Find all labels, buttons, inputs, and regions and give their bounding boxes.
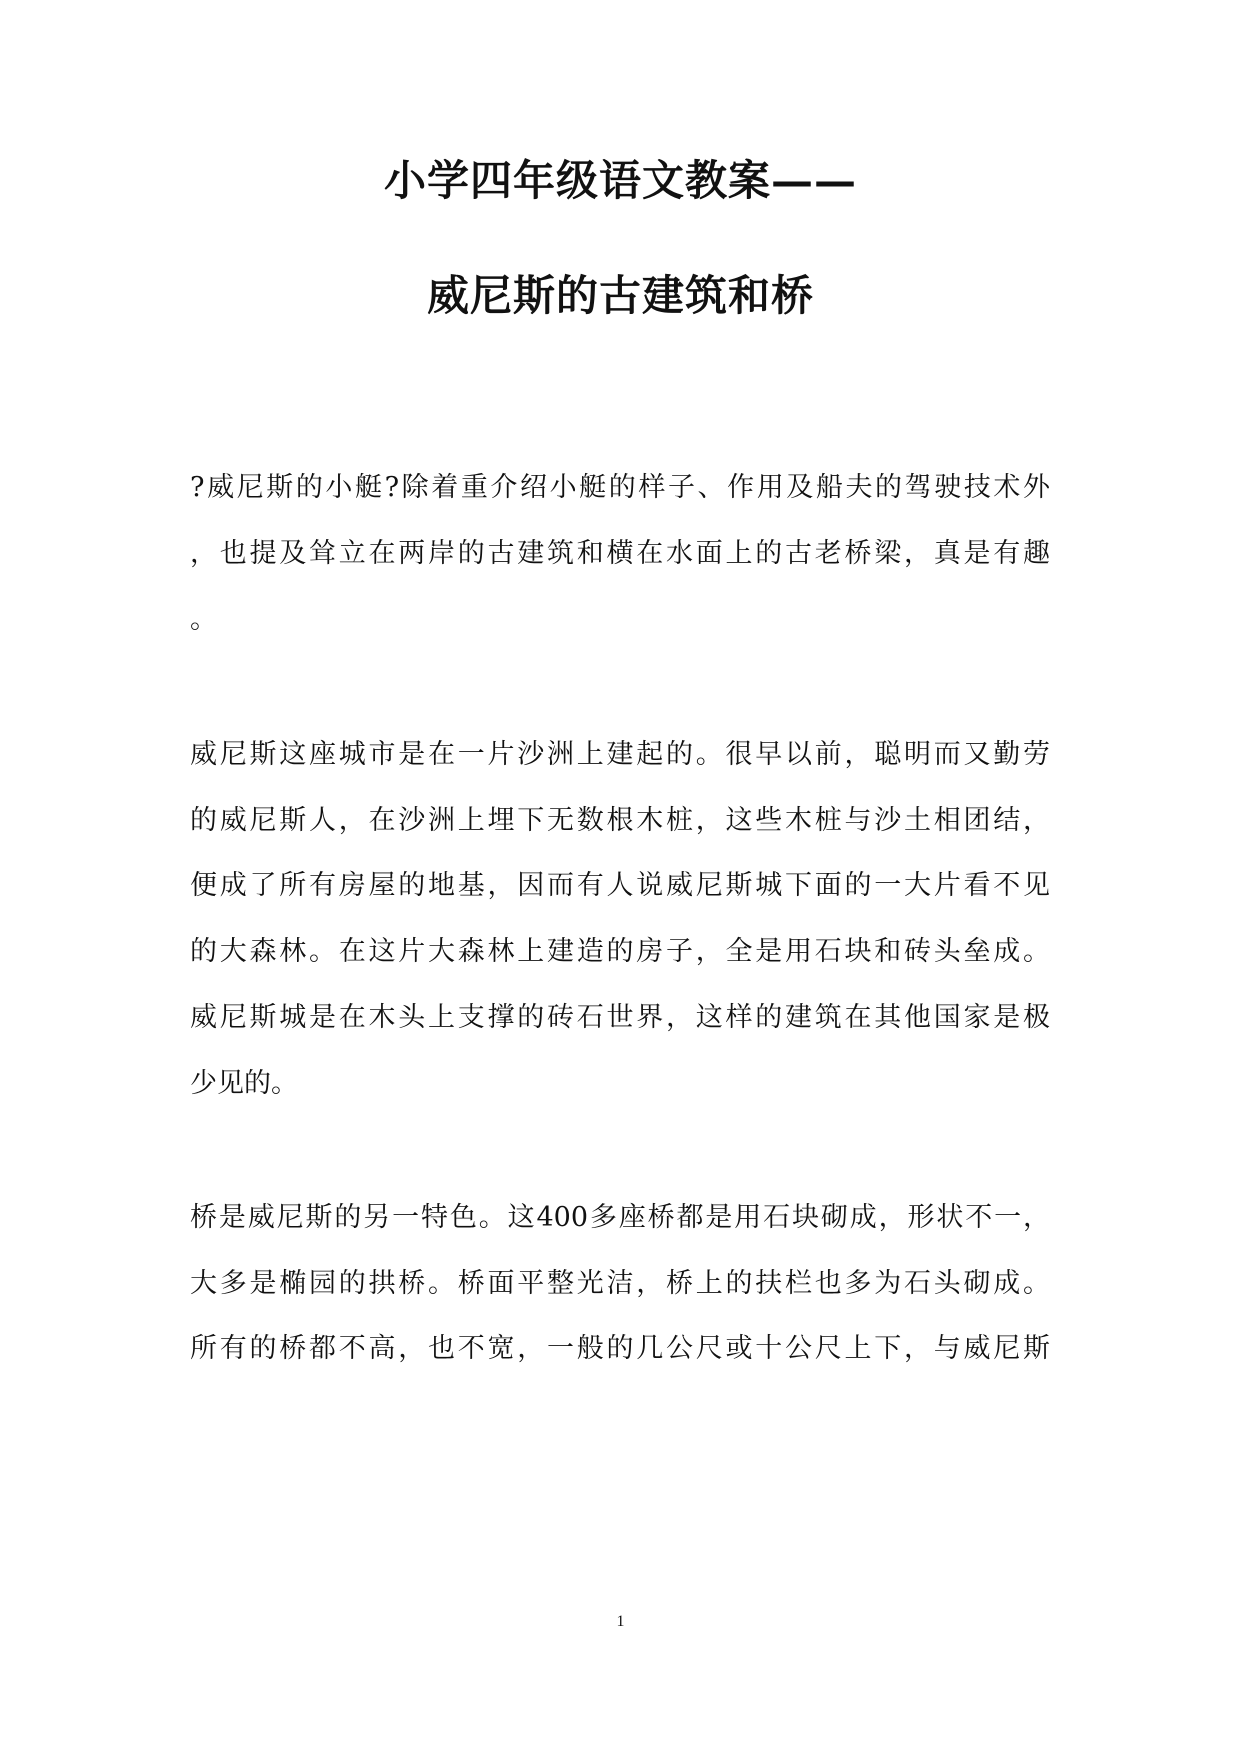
paragraph-2-line-2: 的威尼斯人，在沙洲上埋下无数根木桩，这些木桩与沙土相团结， xyxy=(190,805,1050,836)
paragraph-3-line-1: 桥是威尼斯的另一特色。这400多座桥都是用石块砌成，形状不一， xyxy=(190,1202,1050,1233)
paragraph-2-line-1: 威尼斯这座城市是在一片沙洲上建起的。很早以前，聪明而又勤劳 xyxy=(190,739,1050,770)
page-number: 1 xyxy=(616,1613,625,1630)
paragraph-3-line-3: 所有的桥都不高，也不宽，一般的几公尺或十公尺上下，与威尼斯 xyxy=(190,1333,1050,1364)
paragraph-1-line-3: 。 xyxy=(190,604,217,635)
paragraph-1-line-2: ，也提及耸立在两岸的古建筑和横在水面上的古老桥梁，真是有趣 xyxy=(190,538,1050,569)
paragraph-1-line-1: ?威尼斯的小艇?除着重介绍小艇的样子、作用及船夫的驾驶技术外 xyxy=(190,472,1050,503)
paragraph-2-line-5: 威尼斯城是在木头上支撑的砖石世界，这样的建筑在其他国家是极 xyxy=(190,1002,1050,1033)
paragraph-3-line-2: 大多是椭园的拱桥。桥面平整光洁，桥上的扶栏也多为石头砌成。 xyxy=(190,1268,1050,1299)
paragraph-2-line-3: 便成了所有房屋的地基，因而有人说威尼斯城下面的一大片看不见 xyxy=(190,870,1050,901)
document-title-line2: 威尼斯的古建筑和桥 xyxy=(426,271,814,320)
paragraph-2-line-6: 少见的。 xyxy=(190,1068,298,1099)
paragraph-2-line-4: 的大森林。在这片大森林上建造的房子，全是用石块和砖头垒成。 xyxy=(190,936,1050,967)
document-title-line1: 小学四年级语文教案—— xyxy=(383,156,857,205)
